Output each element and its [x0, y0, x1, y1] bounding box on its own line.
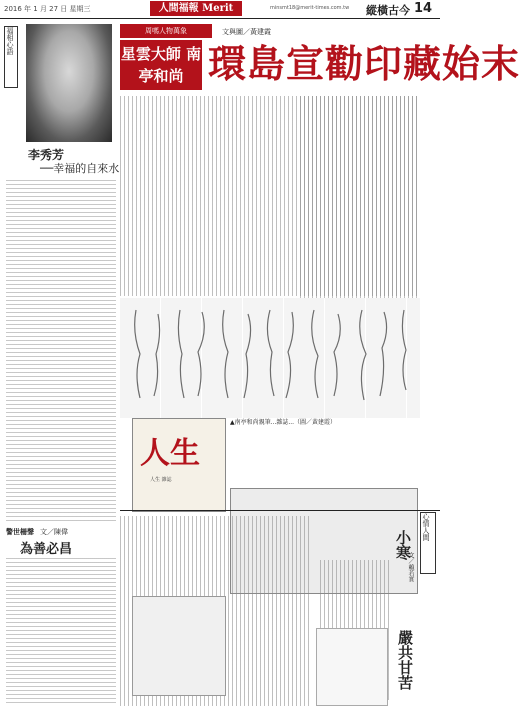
- magazine-cover-label: 人生 雜誌: [150, 477, 172, 483]
- left-article-body: [6, 180, 116, 522]
- article-subtitle: ──幸福的自來水: [40, 162, 120, 175]
- image-caption: ▲南亭和尚親筆...雜誌...（圖／黃建霞）: [230, 419, 337, 426]
- second-essay-illustration: [316, 628, 388, 706]
- essay-heading: 小寒: [394, 530, 412, 560]
- page-number: 14: [414, 1, 433, 16]
- author-name: 李秀芳: [28, 148, 65, 162]
- header-divider: [0, 18, 440, 19]
- bottom-divider: [120, 510, 440, 511]
- sidebar-article-body: [6, 558, 116, 706]
- contact-email: minsmt18@merit-times.com.tw: [270, 5, 350, 11]
- essay-byline: 文／賴若實: [407, 552, 414, 582]
- sidebar-column-title: 警世柵聲: [6, 528, 34, 536]
- second-essay-heading: 嚴共甘苦: [396, 630, 414, 690]
- magazine-cover-title: 人生: [140, 436, 200, 471]
- column-tag-label: 福相心語: [6, 27, 14, 55]
- bottom-illustration: [132, 596, 226, 696]
- feature-kicker: 周嗎人物萬象: [120, 24, 212, 38]
- column-tag-right: [420, 512, 436, 574]
- issue-date: 2016 年 1 月 27 日 星期三: [4, 5, 91, 13]
- sidebar-byline: 文／陳偉: [40, 528, 68, 536]
- author-portrait: [26, 24, 112, 142]
- newspaper-logo: 人間福報 Merit: [150, 1, 242, 16]
- column-tag: [4, 26, 18, 88]
- section-title: 縱橫古今: [366, 4, 410, 17]
- calligraphy-strokes: [124, 304, 416, 412]
- sidebar-heading: 為善必昌: [20, 542, 73, 557]
- feature-headline-left: 星雲大師 南亭和尚: [120, 40, 202, 90]
- feature-headline-main: 環島宣勸印藏始末: [208, 41, 520, 86]
- page-header: [0, 0, 440, 18]
- feature-byline: 文與圖／黃建霞: [222, 28, 271, 36]
- column-tag-right-label: 心情人間: [422, 513, 430, 541]
